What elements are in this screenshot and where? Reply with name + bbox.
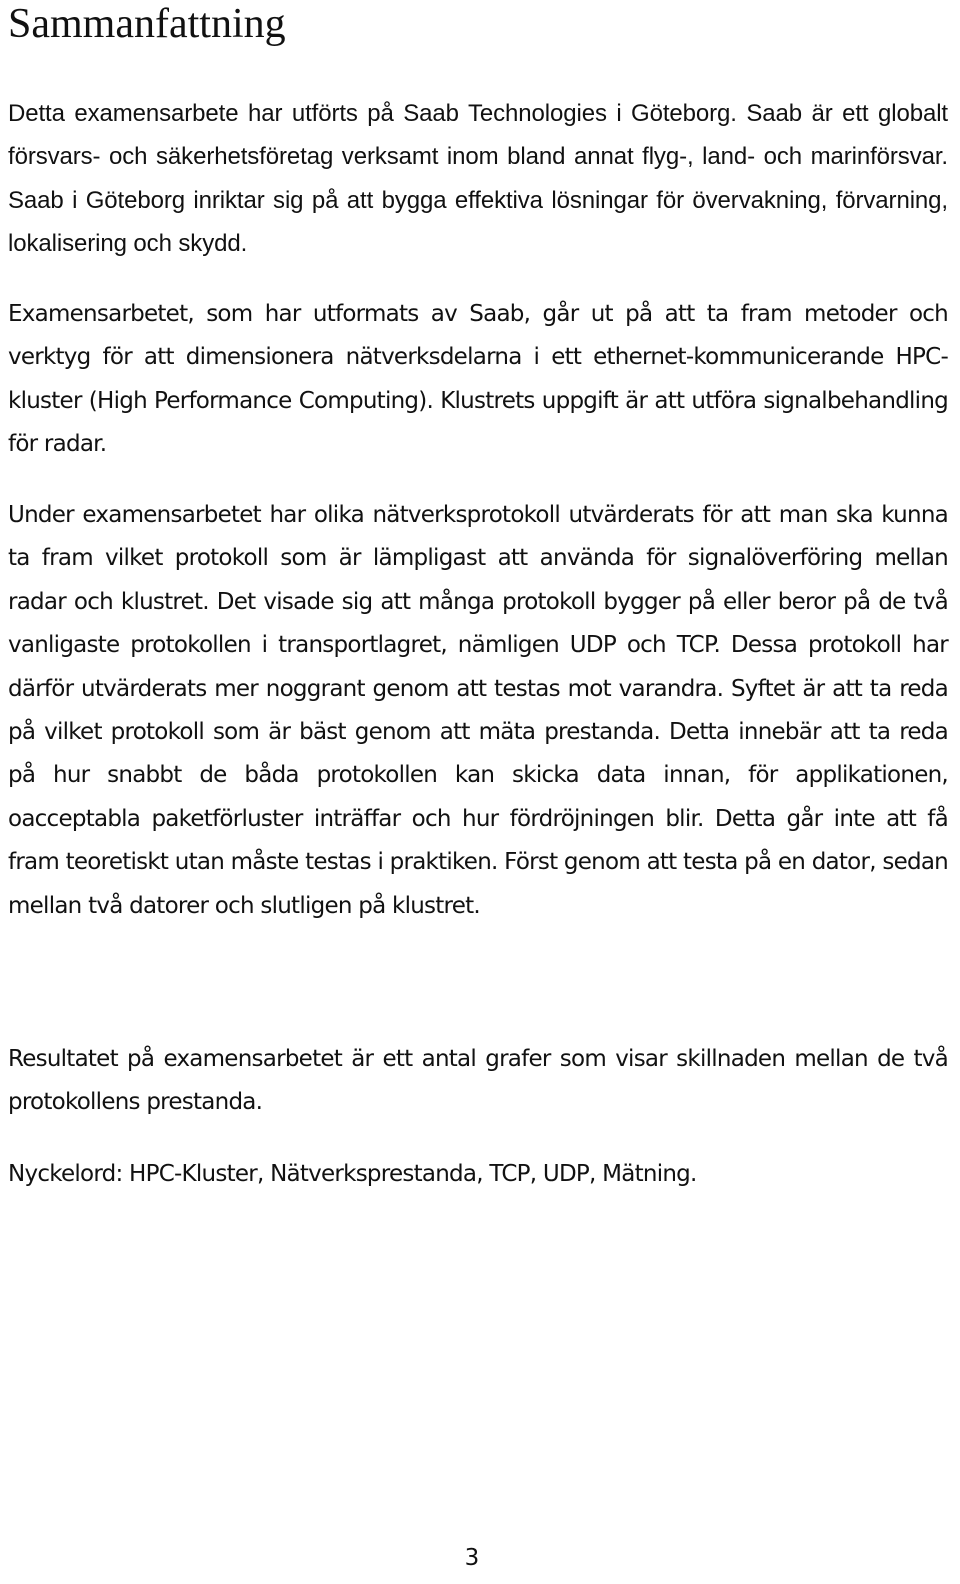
- page-number: 3: [464, 1545, 480, 1571]
- page-title: Sammanfattning: [8, 1, 286, 47]
- paragraph-introduction: Detta examensarbete har utförts på Saab Technologies i Göteborg. Saab är ett globalt försvars- och säkerhetsföretag verksamt inom bland annat flyg-, land- och marinförsvar. Saab i Göteborg inriktar sig på att bygga effektiva lösningar för övervakning, förvarning, lokalisering och skydd.: [8, 100, 948, 258]
- paragraph-keywords: Nyckelord: HPC-Kluster, Nätverksprestanda, TCP, UDP, Mätning.: [8, 1161, 697, 1187]
- paragraph-result: Resultatet på examensarbetet är ett antal grafer som visar skillnaden mellan de två protokollens prestanda.: [8, 1046, 948, 1116]
- paragraph-assignment: Examensarbetet, som har utformats av Saab, går ut på att ta fram metoder och verktyg för att dimensionera nätverksdelarna i ett ethernet-kommunicerande HPC-kluster (High Performance Computing). Klustrets uppgift är att utföra signalbehandling för radar.: [8, 301, 948, 458]
- paragraph-method: Under examensarbetet har olika nätverksprotokoll utvärderats för att man ska kunna ta fram vilket protokoll som är lämpligast att använda för signalöverföring mellan radar och klustret. Det visade sig att många protokoll bygger på eller beror på de två vanligaste protokollen i transportlagret, nämligen UDP och TCP. Dessa protokoll har därför utvärderats mer noggrant genom att testas mot varandra. Syftet är att ta reda på vilket protokoll som är bäst genom att mäta prestanda. Detta innebär att ta reda på hur snabbt de båda protokollen kan skicka data innan, för applikationen, oacceptabla paketförluster inträffar och hur fördröjningen blir. Detta går inte att få fram teoretiskt utan måste testas i praktiken. Först genom att testa på en dator, sedan mellan två datorer och slutligen på klustret.: [8, 502, 948, 919]
